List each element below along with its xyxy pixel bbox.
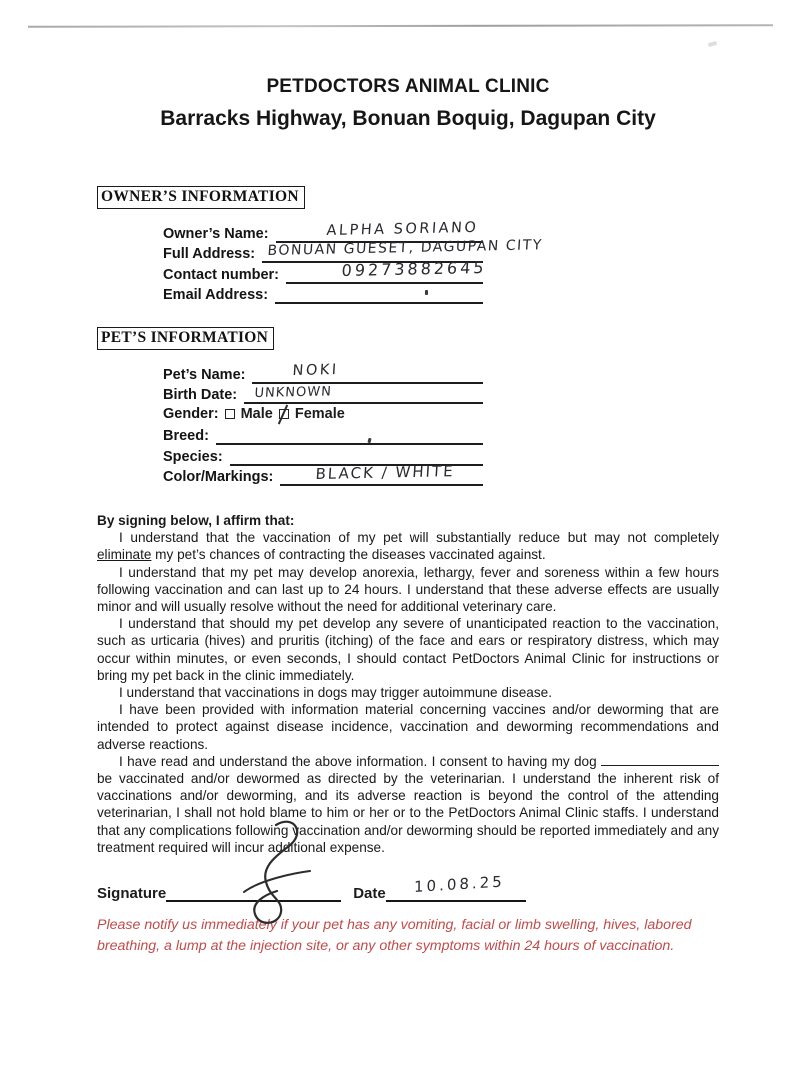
- pet-birthdate-row: [163, 384, 483, 405]
- form-page: [97, 76, 719, 956]
- owner-email-row: [163, 284, 483, 305]
- scan-artifact-line: [28, 24, 773, 27]
- consent-section: [97, 512, 719, 856]
- owner-name-label: Owner’s Name:: [163, 225, 269, 242]
- pet-breed-label: Breed:: [163, 428, 209, 444]
- pet-gender-label: Gender:: [163, 405, 219, 422]
- dog-name-blank-line: [601, 754, 719, 766]
- owner-contact-label: Contact number:: [163, 266, 279, 283]
- male-checkbox: [225, 409, 235, 419]
- consent-paragraph-3: I understand that should my pet develop any severe of unanticipated reaction to the vaccination, such as urticaria (hives) and pruritis (itching) of the face and ears or respiratory distress, which may occur within minutes, or even seconds, I should contact PetDoctors Animal Clinic for instructions or bring my pet back in the clinic immediately.: [97, 616, 719, 683]
- date-handwritten: 10.08.25: [413, 872, 505, 897]
- consent-p6-post: be vaccinated and/or dewormed as directed by the veterinarian. I understand the inherent risk of vaccinations and/or deworming, and its adverse reaction is beyond the control of the attending veterinarian, I shall not hold blame to him or her or to the PetDoctors Animal Clinic staffs. I understand that any complications following vaccination and/or deworming should be reported immediately and any treatment required will incur additional expense.: [97, 771, 719, 855]
- male-option-label: Male: [240, 406, 273, 423]
- pet-color-label: Color/Markings:: [163, 469, 274, 485]
- pet-birthdate-handwritten: UNKNOWN: [254, 384, 333, 401]
- consent-p6-pre: I have read and understand the above information. I consent to having my dog: [119, 753, 601, 769]
- scan-artifact-smudge: [708, 41, 718, 47]
- consent-paragraph-2: I understand that my pet may develop anorexia, lethargy, fever and soreness within a few hours following vaccination and can last up to 24 hours. I understand that these adverse effects are usually minor and will usually resolve without the need for additional veterinary care.: [97, 564, 719, 615]
- notice-text: Please notify us immediately if your pet has any vomiting, facial or limb swelling, hives, labored breathing, a lump at the injection site, or any other symptoms within 24 hours of vaccination.: [97, 917, 692, 954]
- owner-contact-line: [286, 257, 488, 284]
- ink-dot-artifact: [425, 290, 428, 295]
- clinic-name: PETDOCTORS ANIMAL CLINIC: [266, 76, 550, 97]
- consent-p1-pre: I understand that the vaccination of my pet will substantially reduce but may not completely: [119, 530, 719, 546]
- signature-line: [166, 878, 341, 902]
- signature-scribble: [214, 820, 334, 932]
- pet-birthdate-label: Birth Date:: [163, 387, 238, 403]
- pet-section-header: PET’S INFORMATION: [97, 327, 274, 350]
- clinic-address: Barracks Highway, Bonuan Boquig, Dagupan City: [160, 107, 656, 130]
- consent-heading: By signing below, I affirm that:: [97, 513, 295, 528]
- owner-contact-row: [163, 257, 488, 284]
- pet-name-row: [163, 363, 483, 384]
- pet-name-label: Pet’s Name:: [163, 366, 246, 383]
- pet-breed-line: [216, 425, 483, 446]
- pet-species-label: Species:: [163, 448, 223, 465]
- consent-p1-post: my pet’s chances of contracting the diseases vaccinated against.: [151, 547, 546, 563]
- owner-address-handwritten: BONUAN GUESET, DAGUPAN CITY: [267, 237, 544, 259]
- signature-label: Signature: [97, 885, 167, 903]
- consent-paragraph-4: I understand that vaccinations in dogs may trigger autoimmune disease.: [119, 685, 552, 701]
- signature-date-row: [97, 872, 719, 903]
- owner-fields: [163, 219, 544, 304]
- pet-fields: [163, 363, 483, 486]
- pet-gender-row: [163, 404, 483, 425]
- owner-email-label: Email Address:: [163, 287, 269, 303]
- owner-section-header: OWNER’S INFORMATION: [97, 186, 305, 209]
- consent-paragraph-6: [97, 753, 719, 856]
- pet-birthdate-line: [244, 384, 483, 405]
- consent-paragraph-5: I have been provided with information material concerning vaccines and/or deworming that are intended to protect against disease incidence, vaccination and deworming recommendations and adverse reactions.: [97, 702, 719, 752]
- female-option-label: Female: [294, 406, 345, 423]
- date-label: Date: [353, 885, 386, 903]
- owner-contact-handwritten: 09273882645: [341, 257, 488, 280]
- date-line: [386, 872, 526, 902]
- consent-p1-underlined-word: eliminate: [97, 547, 152, 563]
- pet-color-line: [280, 462, 483, 487]
- owner-email-line: [275, 284, 483, 305]
- pet-name-line: [252, 363, 483, 384]
- pet-color-row: [163, 462, 483, 487]
- pet-color-handwritten: BLACK / WHITE: [315, 462, 456, 483]
- pet-breed-row: [163, 425, 483, 446]
- female-checkbox: [279, 409, 289, 419]
- owner-address-label: Full Address:: [163, 246, 256, 262]
- consent-paragraph-1: [97, 529, 719, 563]
- pet-name-handwritten: NOKI: [292, 361, 340, 379]
- owner-name-handwritten: ALPHA SORIANO: [325, 219, 479, 239]
